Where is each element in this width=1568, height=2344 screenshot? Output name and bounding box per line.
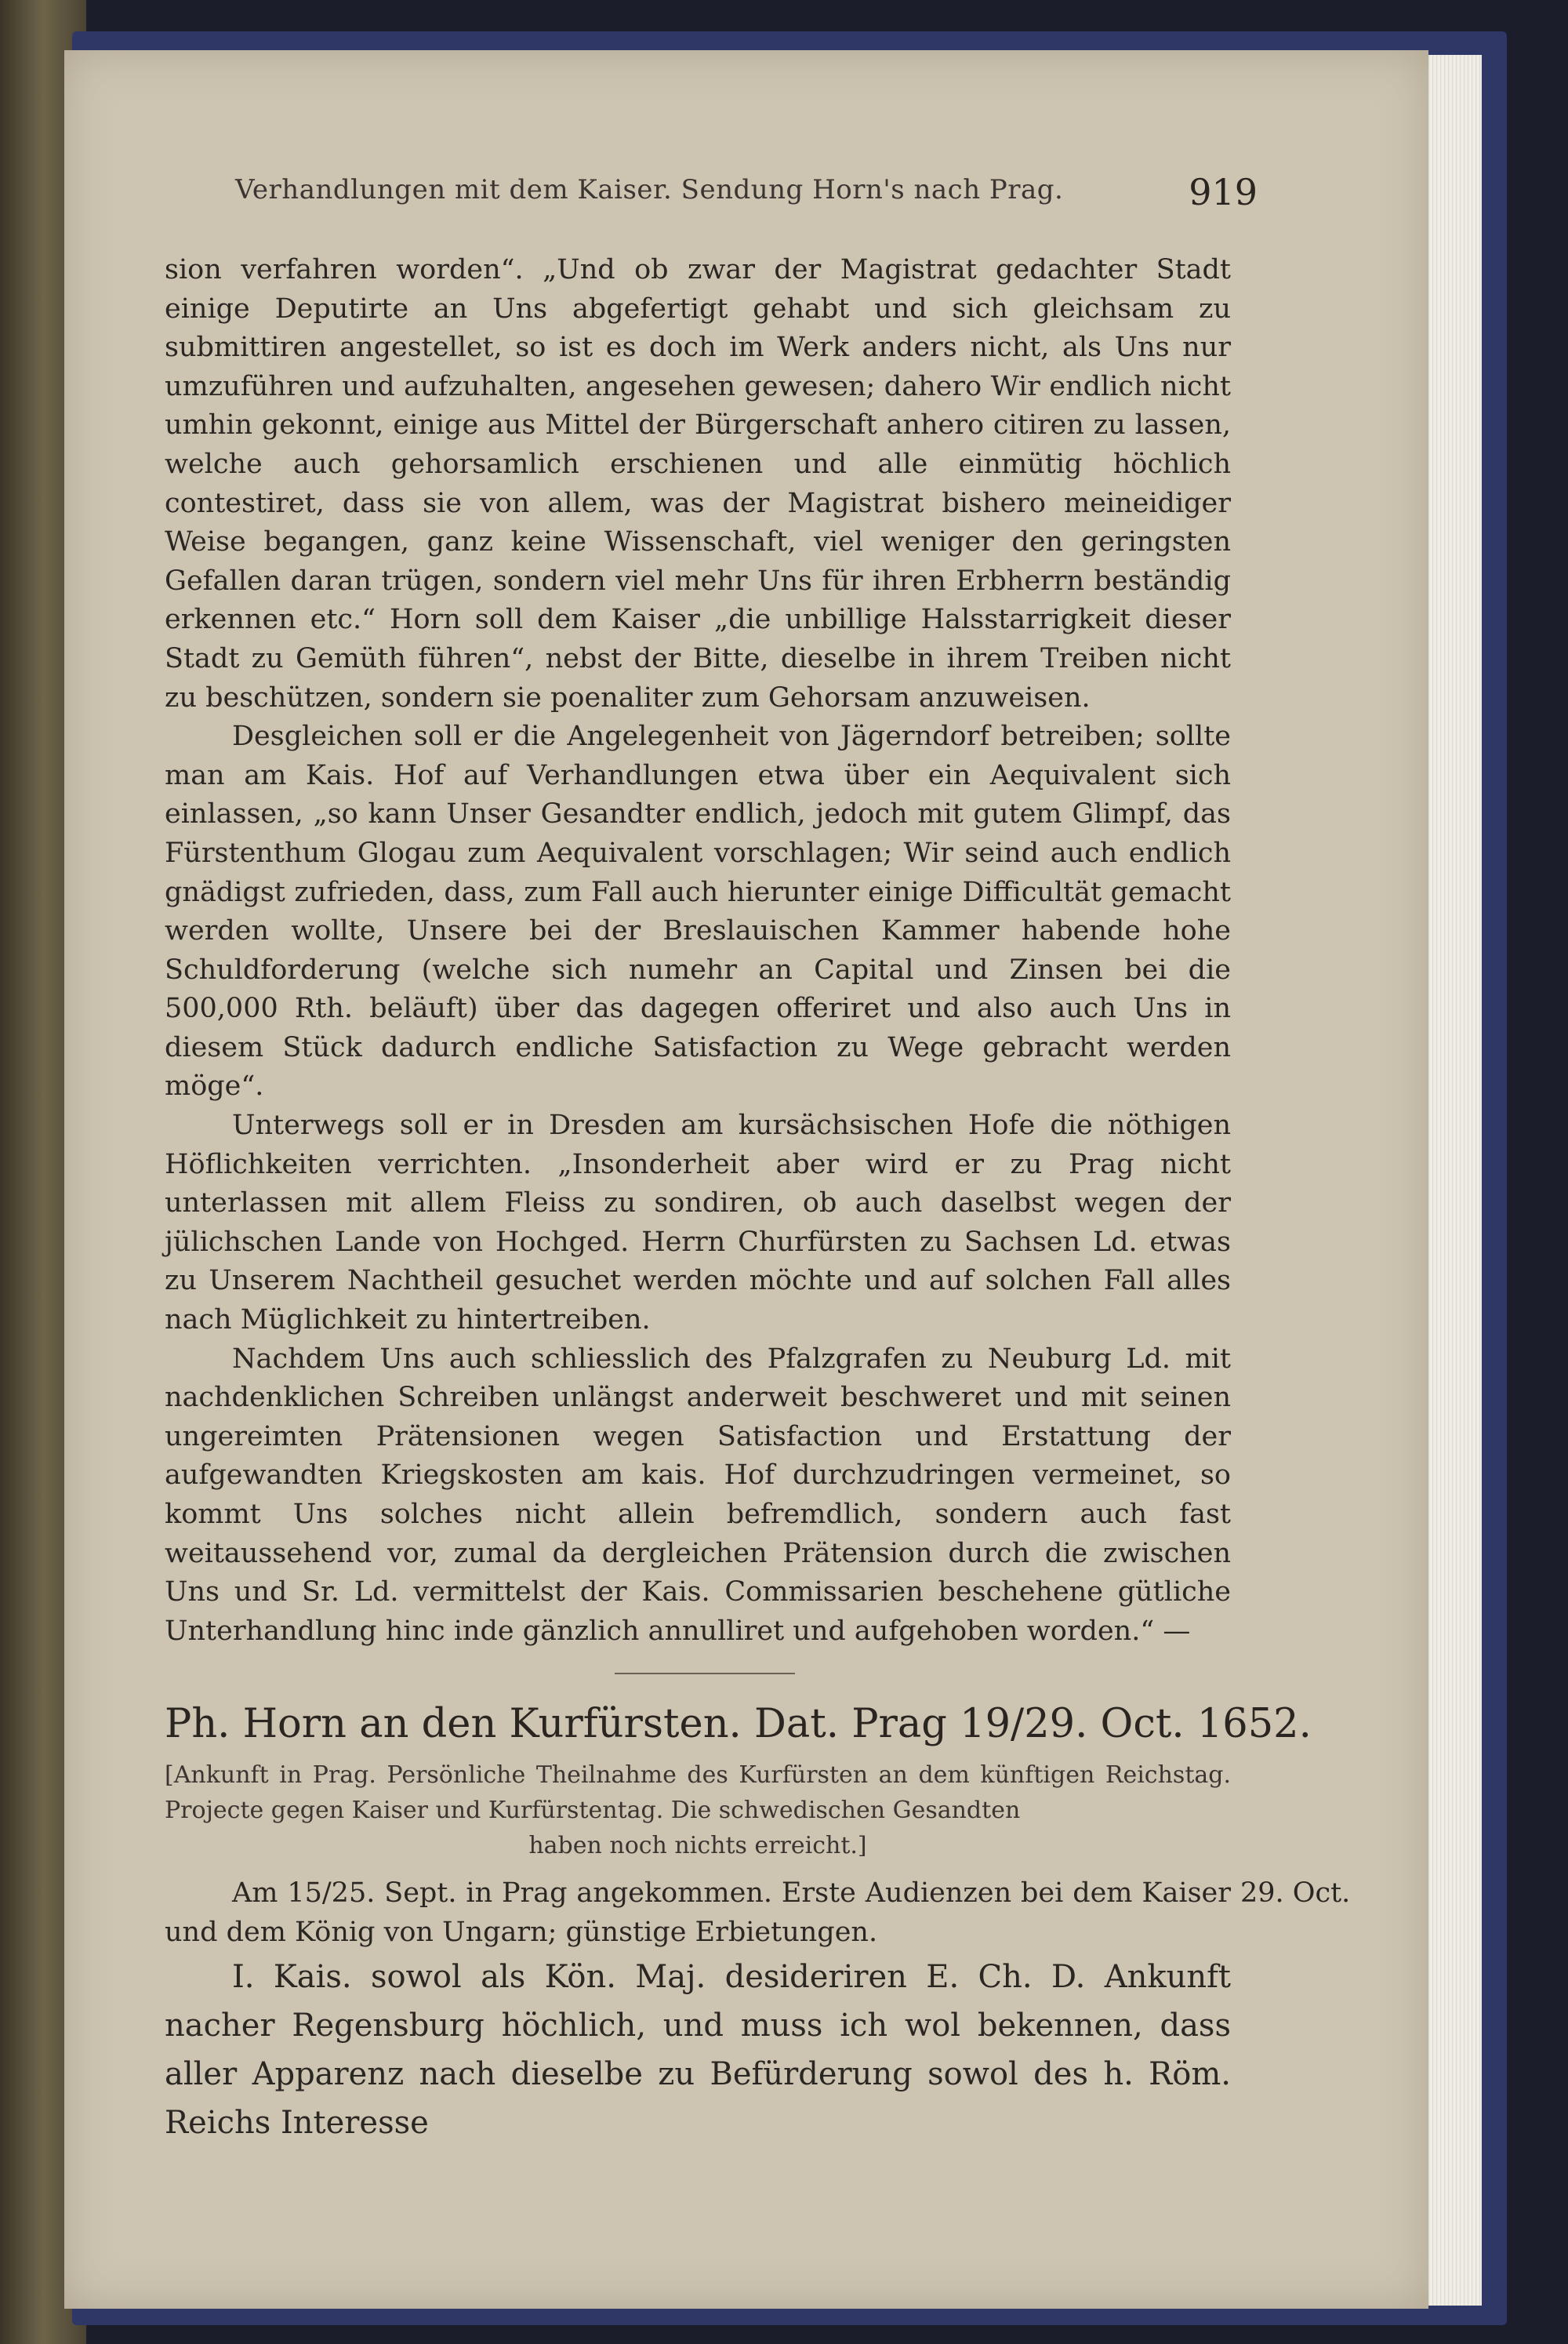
section-summary: [Ankunft in Prag. Persönliche Theilnahme des Kurfürsten an dem künftigen Reichstag. Projecte gegen Kaiser und Kurfürstentag. Die schwedischen Gesandten — [165, 1761, 1231, 1825]
section-summary-end: haben noch nichts erreicht.] — [528, 1832, 867, 1860]
paragraph-4: Nachdem Uns auch schliesslich des Pfalzgrafen zu Neuburg Ld. mit nachdenklichen Schreiben unlängst anderweit beschweret und mit seinen ungereimten Prätensionen wegen Satisfaction und Erstattung der aufgewandten Kriegskosten am kais. Hof durchzudringen vermeinet, so kommt Uns solches nicht allein befremdlich, sondern auch fast weitaussehend vor, zumal da dergleichen Prätension durch die zwischen Uns und Sr. Ld. vermittelst der Kais. Commissarien beschehene gütliche Unterhandlung hinc inde gänzlich annulliret und aufgehoben worden.“ — — [165, 1343, 1231, 1647]
section-divider — [165, 1651, 1231, 1699]
section-paragraph-2: I. Kais. sowol als Kön. Maj. desideriren E. Ch. D. Ankunft nacher Regensburg höchlich, und muss ich wol bekennen, dass aller Apparenz nach dieselbe zu Befürderung sowol des h. Röm. Reichs Interesse — [165, 1958, 1231, 2141]
text-block — [165, 251, 1351, 2147]
section-paragraph-1: Am 15/25. Sept. in Prag angekommen. Erste Audienzen bei dem Kaiser und dem König von Ungarn; günstige Erbietungen. — [165, 1877, 1231, 1948]
divider-rule — [615, 1673, 795, 1674]
page-number: 919 — [1189, 171, 1258, 213]
paragraph-2: Desgleichen soll er die Angelegenheit von Jägerndorf betreiben; sollte man am Kais. Hof auf Verhandlungen etwa über ein Aequivalent sich einlassen, „so kann Unser Gesandter endlich, jedoch mit gutem Glimpf, das Fürstenthum Glogau zum Aequivalent vorschlagen; Wir seind auch endlich gnädigst zufrieden, dass, zum Fall auch hierunter einige Difficultät gemacht werden wollte, Unsere bei der Breslauischen Kammer habende hohe Schuldforderung (welche sich numehr an Capital und Zinsen bei die 500,000 Rth. beläuft) über das dagegen offeriret und also auch Uns in diesem Stück dadurch endliche Satisfaction zu Wege gebracht werden möge“. — [165, 721, 1231, 1103]
section-heading: Ph. Horn an den Kurfürsten. Dat. Prag 19/29. Oct. 1652. — [165, 1701, 1312, 1748]
running-head: Verhandlungen mit dem Kaiser. Sendung Horn's nach Prag. — [235, 174, 1064, 205]
paragraph-1: sion verfahren worden“. „Und ob zwar der Magistrat gedachter Stadt einige Deputirte an Uns abgefertigt gehabt und sich gleichsam zu submittiren angestellet, so ist es doch im Werk anders nicht, als Uns nur umzuführen und aufzuhalten, angesehen gewesen; dahero Wir endlich nicht umhin gekonnt, einige aus Mittel der Bürgerschaft anhero citiren zu lassen, welche auch gehorsamlich erschienen und alle einmütig höchlich contestiret, dass sie von allem, was der Magistrat bishero meineidiger Weise begangen, ganz keine Wissenschaft, viel weniger den geringsten Gefallen daran trügen, sondern viel mehr Uns für ihren Erbherrn beständig erkennen etc.“ Horn soll dem Kaiser „die unbillige Halsstarrigkeit dieser Stadt zu Gemüth führen“, nebst der Bitte, dieselbe in ihrem Treiben nicht zu beschützen, sondern sie poenaliter zum Gehorsam anzuweisen. — [165, 254, 1231, 714]
dated-paragraph — [165, 1874, 1351, 1952]
margin-date-note: 29. Oct. — [1240, 1877, 1351, 1910]
paragraph-3: Unterwegs soll er in Dresden am kursächsischen Hofe die nöthigen Höflichkeiten verrichten. „Insonderheit aber wird er zu Prag nicht unterlassen mit allem Fleiss zu sondiren, ob auch daselbst wegen der jülichschen Lande von Hochged. Herrn Churfürsten zu Sachsen Ld. etwas zu Unserem Nachtheil gesuchet werden möchte und auf solchen Fall alles nach Müglichkeit zu hintertreiben. — [165, 1110, 1231, 1336]
